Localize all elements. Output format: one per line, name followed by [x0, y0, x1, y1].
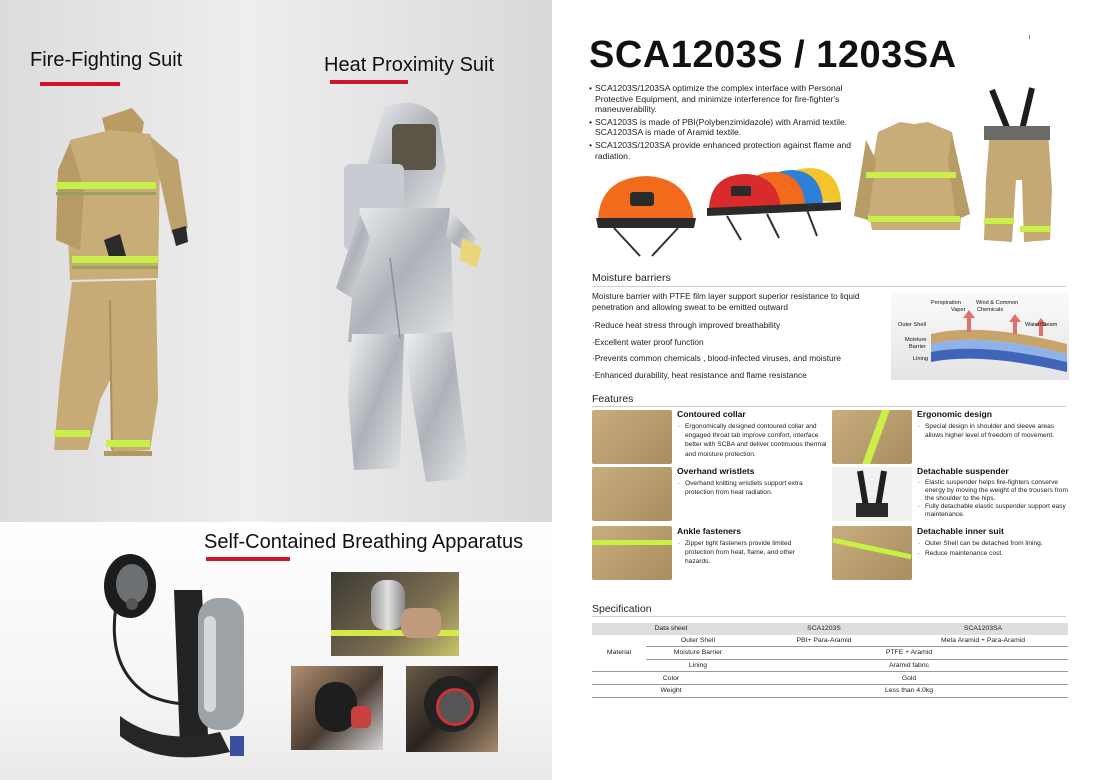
spec-cell: Less than 4.0kg [750, 684, 1068, 697]
feature-title: Detachable suspender [917, 466, 1009, 476]
spec-cell: Gold [750, 672, 1068, 685]
fire-fighting-suit-image [40, 100, 200, 492]
spec-cell: Lining [646, 659, 750, 672]
feature-desc-line: · Reduce maintenance cost. [918, 550, 1004, 557]
feature-desc-line: · Outer Shell can be detached from lining. [918, 540, 1043, 547]
heat-suit-title: Heat Proximity Suit [324, 54, 495, 76]
features-heading: Features [592, 393, 634, 405]
overhand-wristlets-photo [592, 467, 672, 521]
heat-suit-title-underline [330, 80, 408, 84]
intro-bullets [589, 83, 853, 161]
diagram-chemicals: Chemicals [977, 307, 1004, 313]
scba-mask-photo [406, 666, 498, 752]
moisture-item: ·Enhanced durability, heat resistance and flame resistance [592, 370, 807, 380]
spec-header-cell: SCA1203SA [898, 623, 1068, 635]
intro-bullet: • SCA1203S/1203SA provide enhanced protection against flame and radiation. [589, 139, 852, 161]
spec-heading: Specification [592, 603, 652, 615]
detachable-suspender-photo [832, 467, 912, 521]
spec-header-cell: Data sheet [592, 623, 750, 635]
fire-suit-title: Fire-Fighting Suit [30, 49, 183, 71]
diagram-lining: Lining [913, 356, 928, 362]
spec-cell: Weight [592, 684, 750, 697]
moisture-item: ·Reduce heat stress through improved breathability [592, 320, 781, 330]
diagram-perspiration: Perspiration [931, 300, 961, 306]
reflective-stripe [832, 538, 911, 560]
scba-valve-photo [331, 572, 459, 656]
feature-title: Detachable inner suit [917, 526, 1004, 536]
moisture-barrier-diagram [891, 292, 1069, 380]
diagram-barrier: Barrier [909, 344, 926, 350]
spec-row [592, 635, 1068, 647]
moisture-item: ·Prevents common chemicals , blood-infected viruses, and moisture [592, 353, 842, 363]
diagram-water-steam: Water/Steam [1025, 322, 1058, 328]
scba-image [90, 546, 260, 770]
helmet-orange-image [590, 172, 702, 258]
spec-row [592, 647, 1068, 660]
spec-table [592, 623, 1068, 698]
feature-title: Contoured collar [677, 409, 746, 419]
spec-material-label: Material [592, 635, 646, 672]
heat-proximity-suit-image [300, 98, 490, 490]
contoured-collar-photo [592, 410, 672, 464]
spec-cell: Color [592, 672, 750, 685]
spec-divider [592, 616, 1066, 617]
spec-cell: Meta Aramid + Para-Aramid [898, 635, 1068, 647]
moisture-item: ·Excellent water proof function [592, 337, 704, 347]
diagram-vapor: Vapor [951, 307, 966, 313]
feature-desc: · Ergonomically designed contoured collar and engaged throat tab improve comfort, interface better with SCBA and deliver continuous thermal and moisture protection. [678, 423, 827, 458]
feature-desc: · Special design in shoulder and sleeve areas allows higher level of freedom of movement. [918, 423, 1055, 440]
intro-bullet: • SCA1203S/1203SA optimize the complex interface with Personal Protective Equipment, and minimize interference for fire-fighter's maneuverability. [589, 83, 843, 115]
spec-cell: PTFE + Aramid [750, 647, 1068, 660]
moisture-heading: Moisture barriers [592, 272, 671, 284]
scba-title: Self-Contained Breathing Apparatus [204, 531, 524, 553]
diagram-moisture: Moisture [905, 337, 927, 343]
spec-cell: Moisture Barrier [646, 647, 750, 660]
intro-bullet: • SCA1203S is made of PBI(Polybenzimidazole) with Aramid textile. SCA1203SA is made of Aramid textile. [589, 116, 848, 138]
helmet-colors-image [707, 164, 843, 244]
feature-desc: · Overhand knitting wristlets support extra protection from heat radiation. [678, 480, 803, 497]
spec-cell: Aramid fabric [750, 659, 1068, 672]
spec-row [592, 659, 1068, 672]
feature-title: Ergonomic design [917, 409, 992, 419]
ankle-fasteners-photo [592, 526, 672, 580]
diagram-outer-shell: Outer Shell [898, 322, 926, 328]
product-title: SCA1203S / 1203SA [589, 34, 957, 76]
spec-cell: PBI+ Para-Aramid [750, 635, 898, 647]
spec-cell: Outer Shell [646, 635, 750, 647]
suspender-graphic [832, 467, 912, 521]
feature-desc [918, 539, 1068, 559]
spec-row [592, 684, 1068, 697]
spec-header-row [592, 623, 1068, 635]
feature-desc [918, 479, 1068, 519]
features-divider [592, 406, 1066, 407]
diagram-wind: Wind & Common [976, 300, 1019, 306]
feature-desc-line: · Fully detachable elastic suspender support easy maintenance. [918, 503, 1066, 518]
detachable-inner-suit-photo [832, 526, 912, 580]
spec-header-cell: SCA1203S [750, 623, 898, 635]
jacket-trousers-image [852, 80, 1064, 244]
ergonomic-design-photo [832, 410, 912, 464]
feature-desc-line: · Elastic suspender helps fire-fighters conserve energy by moving the weight of the trousers from the shoulder to the hips. [918, 479, 1068, 502]
moisture-intro: Moisture barrier with PTFE film layer support superior resistance to liquid penetration and allowing sweat to be emitted outward [592, 291, 860, 312]
reflective-stripe [862, 410, 890, 464]
reflective-stripe [592, 540, 672, 545]
feature-title: Overhand wristlets [677, 466, 755, 476]
scba-donning-photo [291, 666, 383, 750]
fire-suit-title-underline [40, 82, 120, 86]
moisture-divider [592, 286, 1066, 287]
feature-desc: · Zipper tight fasteners provide limited protection from heat, flame, and other hazards. [678, 540, 795, 566]
feature-title: Ankle fasteners [677, 526, 742, 536]
spec-row [592, 672, 1068, 685]
page-marker: i [1029, 34, 1031, 41]
